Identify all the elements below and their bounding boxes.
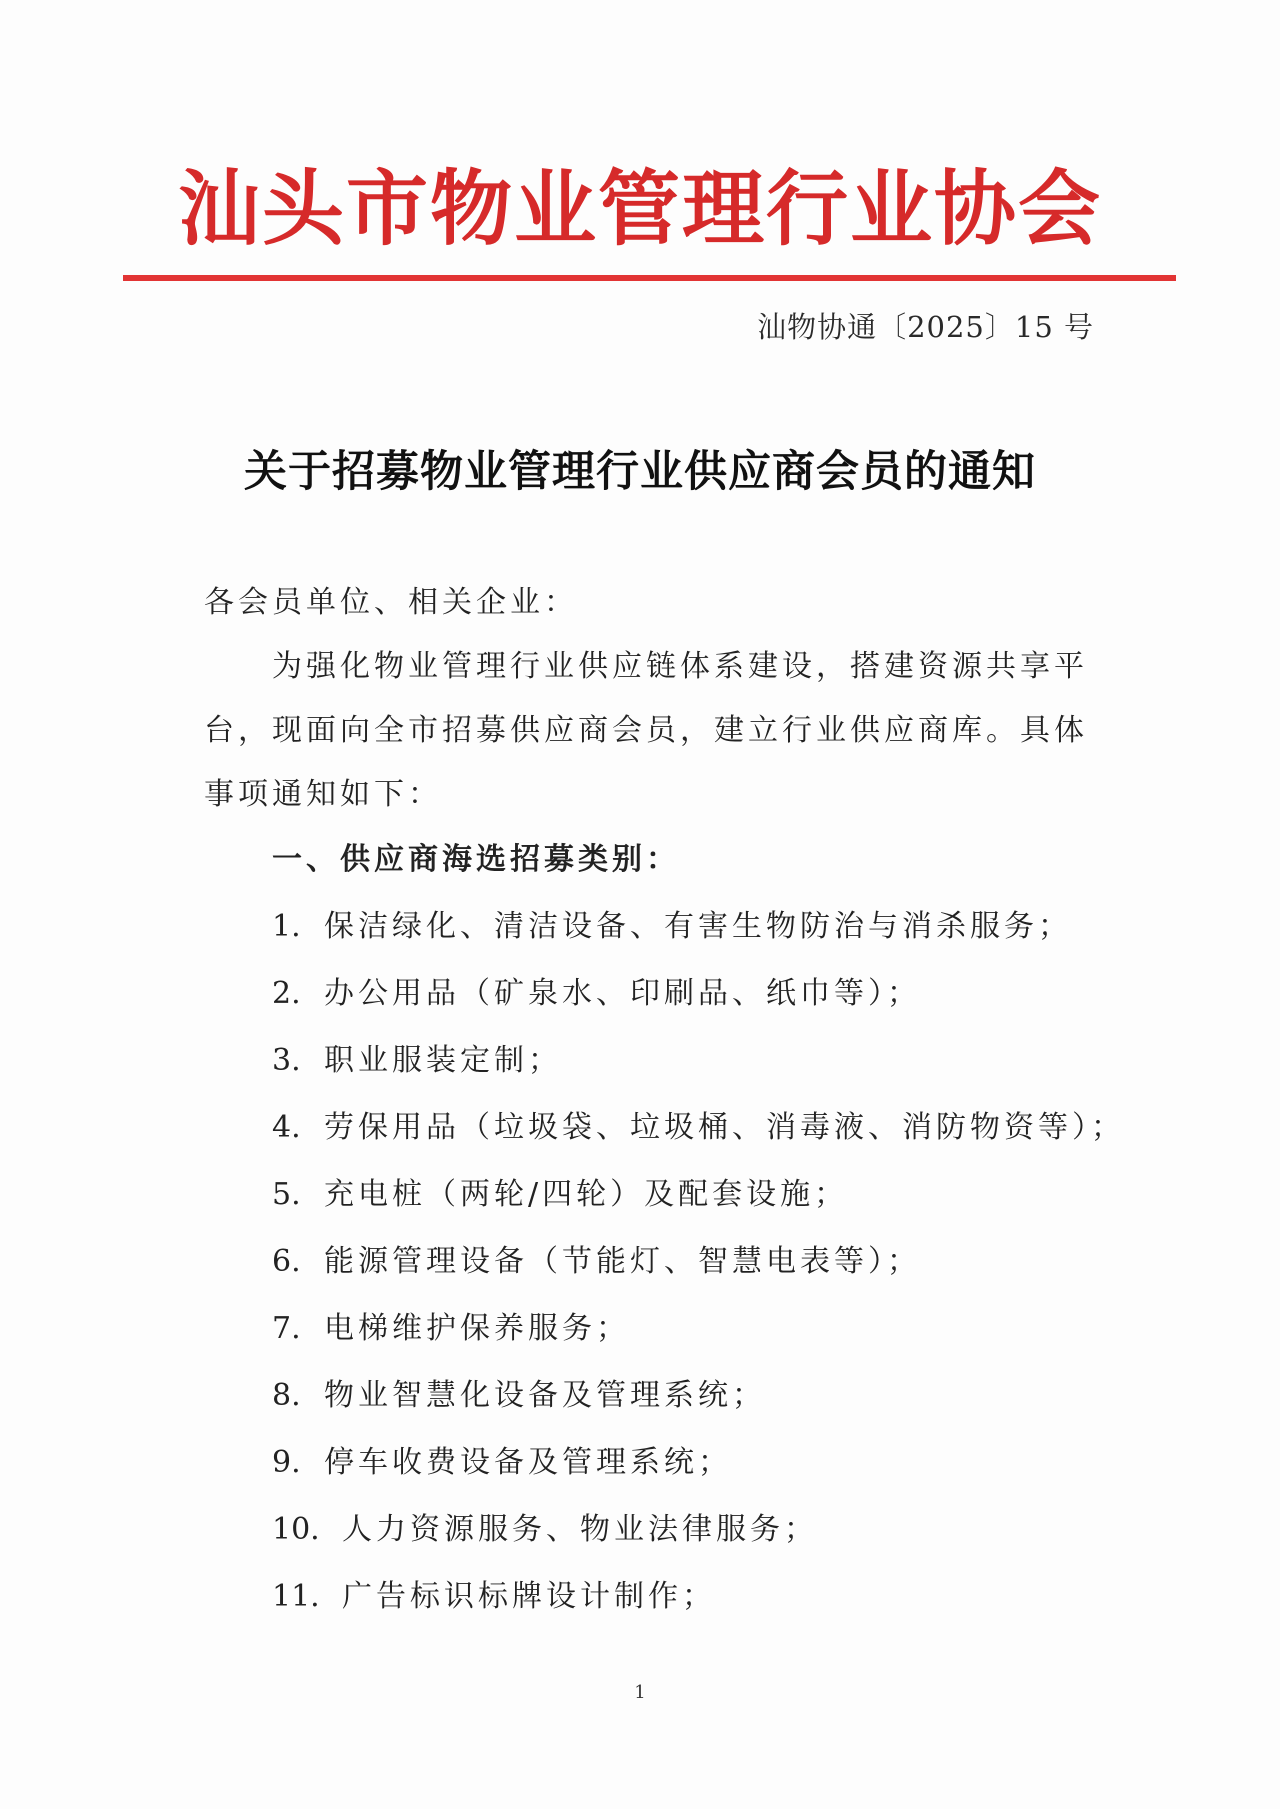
list-item-text: 电梯维护保养服务； bbox=[324, 1311, 630, 1346]
list-item-text: 办公用品（矿泉水、印刷品、纸巾等）； bbox=[324, 976, 921, 1011]
list-item-number: 6. bbox=[272, 1244, 301, 1279]
list-item bbox=[272, 976, 921, 1011]
list-item-number: 10. bbox=[272, 1512, 320, 1547]
list-item-number: 8. bbox=[272, 1378, 301, 1413]
list-item bbox=[272, 1177, 849, 1212]
document-number: 汕物协通〔2025〕15 号 bbox=[757, 310, 1094, 344]
list-item bbox=[272, 1378, 766, 1413]
list-item-number: 11. bbox=[272, 1579, 320, 1614]
list-item-number: 2. bbox=[272, 976, 301, 1011]
list-item-text: 物业智慧化设备及管理系统； bbox=[324, 1378, 766, 1413]
list-item-text: 充电桩（两轮/四轮）及配套设施； bbox=[324, 1177, 849, 1212]
list-item bbox=[272, 1043, 562, 1078]
list-item bbox=[272, 1110, 1125, 1145]
page-number: 1 bbox=[634, 1682, 646, 1703]
intro-line-1: 为强化物业管理行业供应链体系建设，搭建资源共享平 bbox=[272, 649, 1088, 684]
list-item bbox=[272, 1512, 818, 1547]
organization-masthead: 汕头市物业管理行业协会 bbox=[177, 161, 1102, 257]
list-item-text: 劳保用品（垃圾袋、垃圾桶、消毒液、消防物资等）； bbox=[324, 1110, 1125, 1145]
list-item-text: 广告标识标牌设计制作； bbox=[342, 1579, 716, 1614]
list-item-text: 职业服装定制； bbox=[324, 1043, 562, 1078]
list-item-text: 人力资源服务、物业法律服务； bbox=[342, 1512, 818, 1547]
red-divider-rule bbox=[123, 275, 1176, 281]
list-item bbox=[272, 1579, 716, 1614]
intro-line-2: 台，现面向全市招募供应商会员，建立行业供应商库。具体 bbox=[204, 713, 1088, 748]
list-item-number: 1. bbox=[272, 909, 301, 944]
list-item bbox=[272, 909, 1072, 944]
list-item-text: 停车收费设备及管理系统； bbox=[324, 1445, 732, 1480]
list-item-text: 保洁绿化、清洁设备、有害生物防治与消杀服务； bbox=[324, 909, 1072, 944]
list-item bbox=[272, 1311, 630, 1346]
list-item-number: 9. bbox=[272, 1445, 301, 1480]
intro-line-3: 事项通知如下： bbox=[204, 777, 442, 812]
list-item-number: 3. bbox=[272, 1043, 301, 1078]
list-item-number: 7. bbox=[272, 1311, 301, 1346]
section-heading: 一、供应商海选招募类别： bbox=[272, 842, 680, 877]
list-item-number: 4. bbox=[272, 1110, 301, 1145]
document-title: 关于招募物业管理行业供应商会员的通知 bbox=[244, 447, 1036, 497]
list-item bbox=[272, 1244, 921, 1279]
salutation: 各会员单位、相关企业： bbox=[204, 585, 578, 620]
list-item-number: 5. bbox=[272, 1177, 301, 1212]
list-item bbox=[272, 1445, 732, 1480]
list-item-text: 能源管理设备（节能灯、智慧电表等）； bbox=[324, 1244, 921, 1279]
